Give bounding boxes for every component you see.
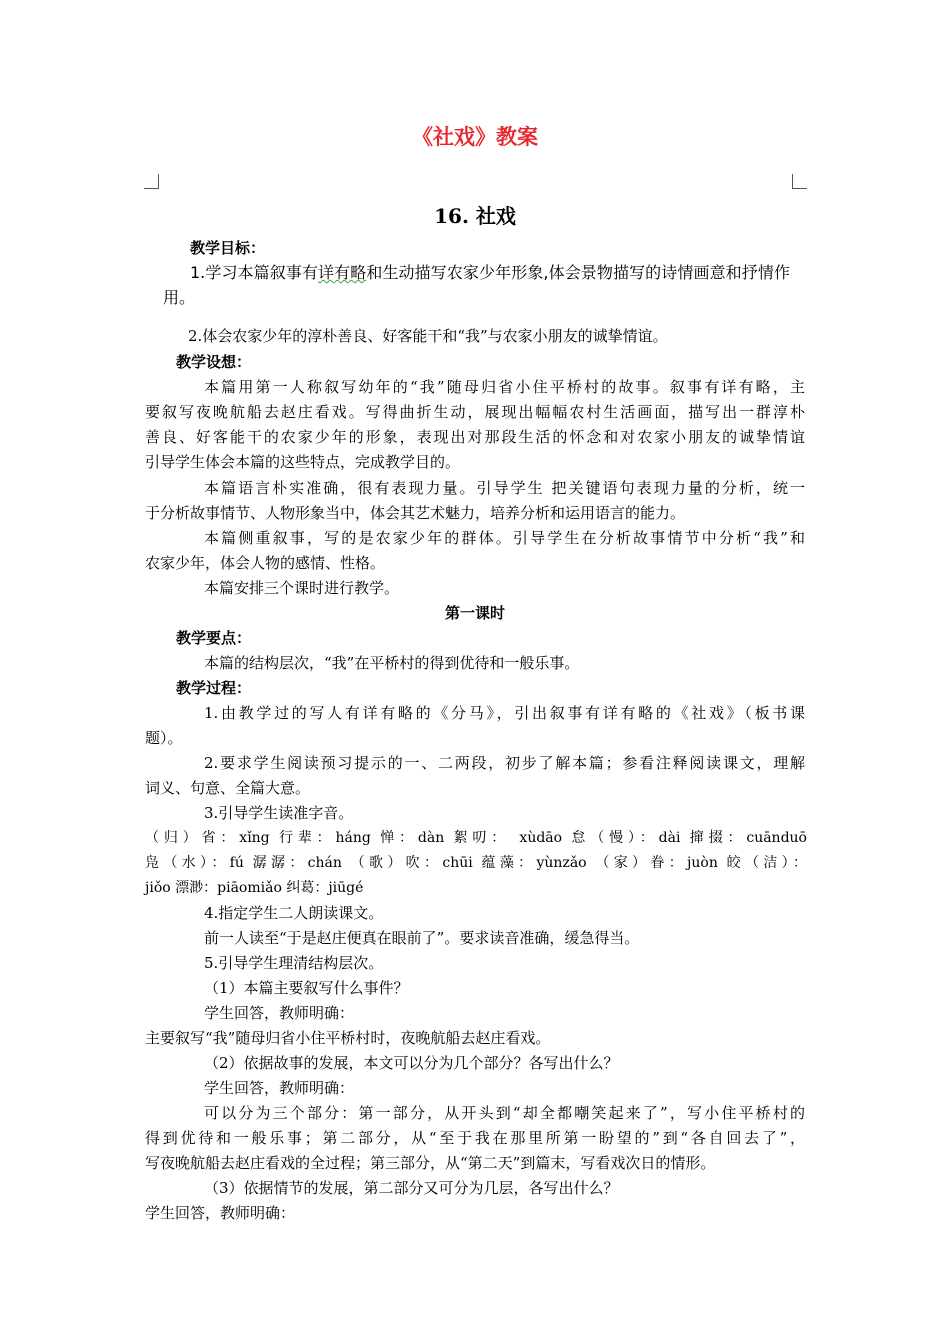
answer-intro: 学生回答，教师明确： bbox=[204, 1079, 355, 1097]
design-paragraph-2: 本篇语言朴实准确，很有表现力量。引导学生 把关键语句表现力量的分析，统一 bbox=[204, 479, 805, 497]
step-1: 1.由教学过的写人有详有略的《分马》，引出叙事有详有略的《社戏》（板书课 bbox=[204, 704, 805, 722]
objectives-heading: 教学目标： bbox=[190, 239, 266, 257]
step-1-line: 题）。 bbox=[145, 729, 183, 747]
step-2-line: 词义、句意、全篇大意。 bbox=[145, 779, 311, 797]
design-paragraph-3: 本篇侧重叙事，写的是农家少年的群体。引导学生在分析故事情节中分析“我”和 bbox=[204, 529, 805, 547]
design-paragraph-3-line: 农家少年，体会人物的感情、性格。 bbox=[145, 554, 386, 572]
process-heading: 教学过程： bbox=[176, 679, 252, 697]
document-title: 《社戏》教案 bbox=[412, 125, 538, 149]
pronunciation-line: jiǒo 漂渺：piāomiǎo 纠葛：jiūgé bbox=[145, 880, 364, 896]
question-2: （2）依据故事的发展，本文可以分为几个部分？各写出什么？ bbox=[204, 1054, 619, 1072]
design-paragraph-1-line: 善良、好客能干的农家少年的形象，表现出对那段生活的怀念和对农家小朋友的诚挚情谊 bbox=[145, 428, 805, 446]
pronunciation-line: （归）省：xǐng 行辈：háng 惮：dàn 絮叨： xùdāo 怠（慢）：dài 撺掇：cuānduō bbox=[145, 830, 807, 846]
objective-1-continued: 用。 bbox=[163, 288, 196, 307]
lesson-title: 16. 社戏 bbox=[434, 204, 516, 228]
period-1-heading: 第一课时 bbox=[444, 604, 505, 622]
step-4-note: 前一人读至“于是赵庄便真在眼前了”。要求读音准确，缓急得当。 bbox=[204, 929, 640, 947]
design-paragraph-2-line: 于分析故事情节、人物形象当中，体会其艺术魅力，培养分析和运用语言的能力。 bbox=[145, 504, 686, 522]
step-5: 5.引导学生理清结构层次。 bbox=[204, 954, 384, 972]
design-paragraph-1-line: 引导学生体会本篇的这些特点，完成教学目的。 bbox=[145, 453, 461, 471]
answer-2: 可以分为三个部分：第一部分，从开头到“却全都嘲笑起来了”，写小住平桥村的 bbox=[204, 1104, 805, 1122]
crop-mark-right bbox=[792, 174, 807, 189]
design-paragraph-1: 本篇用第一人称叙写幼年的“我”随母归省小住平桥村的故事。叙事有详有略，主 bbox=[204, 378, 805, 396]
answer-intro: 学生回答，教师明确： bbox=[204, 1004, 355, 1022]
objective-2: 2.体会农家少年的淳朴善良、好客能干和“我”与农家小朋友的诚挚情谊。 bbox=[188, 327, 668, 345]
spellcheck-squiggle: 详有略 bbox=[318, 263, 367, 282]
objective-1: 1.学习本篇叙事有详有略和生动描写农家少年形象,体会景物描写的诗情画意和抒情作 bbox=[190, 263, 790, 282]
answer-1: 主要叙写“我”随母归省小住平桥村时，夜晚航船去赵庄看戏。 bbox=[145, 1029, 551, 1047]
crop-mark-left bbox=[144, 174, 159, 189]
step-2: 2.要求学生阅读预习提示的一、二两段，初步了解本篇；参看注释阅读课文，理解 bbox=[204, 754, 805, 772]
answer-2-line: 得到优待和一般乐事；第二部分，从“至于我在那里所第一盼望的”到“各自回去了”， bbox=[145, 1129, 805, 1147]
question-1: （1）本篇主要叙写什么事件？ bbox=[204, 979, 409, 997]
key-points-text: 本篇的结构层次，“我”在平桥村的得到优待和一般乐事。 bbox=[204, 654, 580, 672]
key-points-heading: 教学要点： bbox=[176, 629, 252, 647]
pronunciation-line: 凫（水）：fú 潺潺：chán （歌）吹：chūi 蕴藻：yùnzǎo （家）眷：juòn 皎（洁）： bbox=[145, 855, 807, 871]
design-heading: 教学设想： bbox=[176, 353, 252, 371]
design-paragraph-4: 本篇安排三个课时进行教学。 bbox=[204, 579, 400, 597]
design-paragraph-1-line: 要叙写夜晚航船去赵庄看戏。写得曲折生动，展现出幅幅农村生活画面，描写出一群淳朴 bbox=[145, 403, 805, 421]
answer-intro: 学生回答，教师明确： bbox=[145, 1204, 296, 1222]
answer-2-line: 写夜晚航船去赵庄看戏的全过程；第三部分，从“第二天”到篇末，写看戏次日的情形。 bbox=[145, 1154, 716, 1172]
question-3: （3）依据情节的发展，第二部分又可分为几层，各写出什么？ bbox=[204, 1179, 619, 1197]
step-4: 4.指定学生二人朗读课文。 bbox=[204, 904, 384, 922]
step-3: 3.引导学生读准字音。 bbox=[204, 804, 354, 822]
